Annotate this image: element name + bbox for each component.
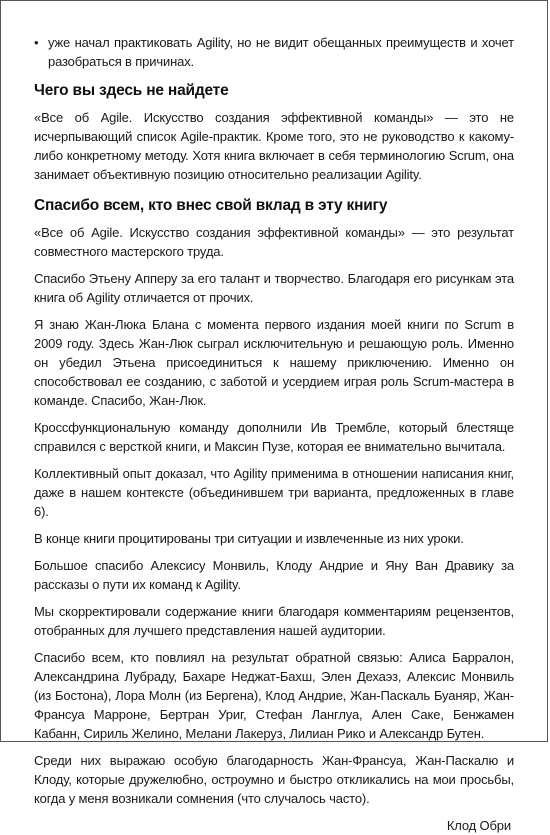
paragraph-scope: «Все об Agile. Искусство создания эффективной команды» — это не исчерпывающий список Agile-практик. Кроме того, это не руководство к какому-либо конкретному методу. Хотя книга включает в себя терминологию Scrum, она занимает объективную позицию относительно реализации Agility.	[34, 110, 514, 182]
paragraph-thanks-5: Коллективный опыт доказал, что Agility применима в отношении написания книг, даже в нашем контексте (объединившем три варианта, предложенных в главе 6).	[34, 466, 514, 519]
bullet-text: уже начал практиковать Agility, но не видит обещанных преимуществ и хочет разобраться в причинах.	[48, 35, 514, 69]
paragraph-thanks-4: Кроссфункциональную команду дополнили Ив Трембле, который блестяще справился с версткой книги, и Максин Пузе, которая ее внимательно вычитала.	[34, 420, 514, 454]
paragraph-thanks-7: Большое спасибо Алексису Монвиль, Клоду Андрие и Яну Ван Дравику за рассказы о пути их команд к Agility.	[34, 558, 514, 592]
paragraph-thanks-3: Я знаю Жан-Люка Блана с момента первого издания моей книги по Scrum в 2009 году. Здесь Жан-Люк сыграл исключительную и решающую роль. Именно он убедил Этьена присоединиться к нашему приключению. Именно он способствовал ее созданию, с заботой и усердием играя роль Scrum-мастера в команде. Спасибо, Жан-Люк.	[34, 317, 514, 408]
author-signature: Клод Обри	[446, 818, 511, 833]
bullet-marker: •	[34, 35, 39, 50]
section-heading-thanks: Спасибо всем, кто внес свой вклад в эту книгу	[34, 197, 388, 214]
paragraph-thanks-6: В конце книги процитированы три ситуации и извлеченные из них уроки.	[34, 531, 464, 546]
section-heading-not-found: Чего вы здесь не найдете	[34, 82, 229, 99]
paragraph-thanks-10: Среди них выражаю особую благодарность Жан-Франсуа, Жан-Паскалю и Клоду, которые дружелюбно, остроумно и быстро откликались на мои просьбы, когда у меня возникали сомнения (что случалось часто).	[34, 753, 514, 806]
paragraph-thanks-1: «Все об Agile. Искусство создания эффективной команды» — это результат совместного мастерского труда.	[34, 225, 514, 259]
bullet-item	[34, 33, 514, 71]
paragraph-thanks-9: Спасибо всем, кто повлиял на результат обратной связью: Алиса Барралон, Александрина Лубраду, Бахаре Неджат-Бахш, Элен Дехаэз, Алексис Монвиль (из Бостона), Лора Молн (из Бергена), Клод Андрие, Жан-Паскаль Буаняр, Жан-Франсуа Марроне, Бертран Уриг, Стефан Ланглуа, Ален Саке, Бенжамен Кабанн, Сириль Желино, Мелани Лакеруз, Лилиан Рико и Александр Бутен.	[34, 650, 514, 741]
paragraph-thanks-2: Спасибо Этьену Апперу за его талант и творчество. Благодаря его рисункам эта книга об Agility отличается от прочих.	[34, 271, 514, 305]
paragraph-thanks-8: Мы скорректировали содержание книги благодаря комментариям рецензентов, отобранных для лучшего представления нашей аудитории.	[34, 604, 514, 638]
page-content	[34, 33, 514, 835]
